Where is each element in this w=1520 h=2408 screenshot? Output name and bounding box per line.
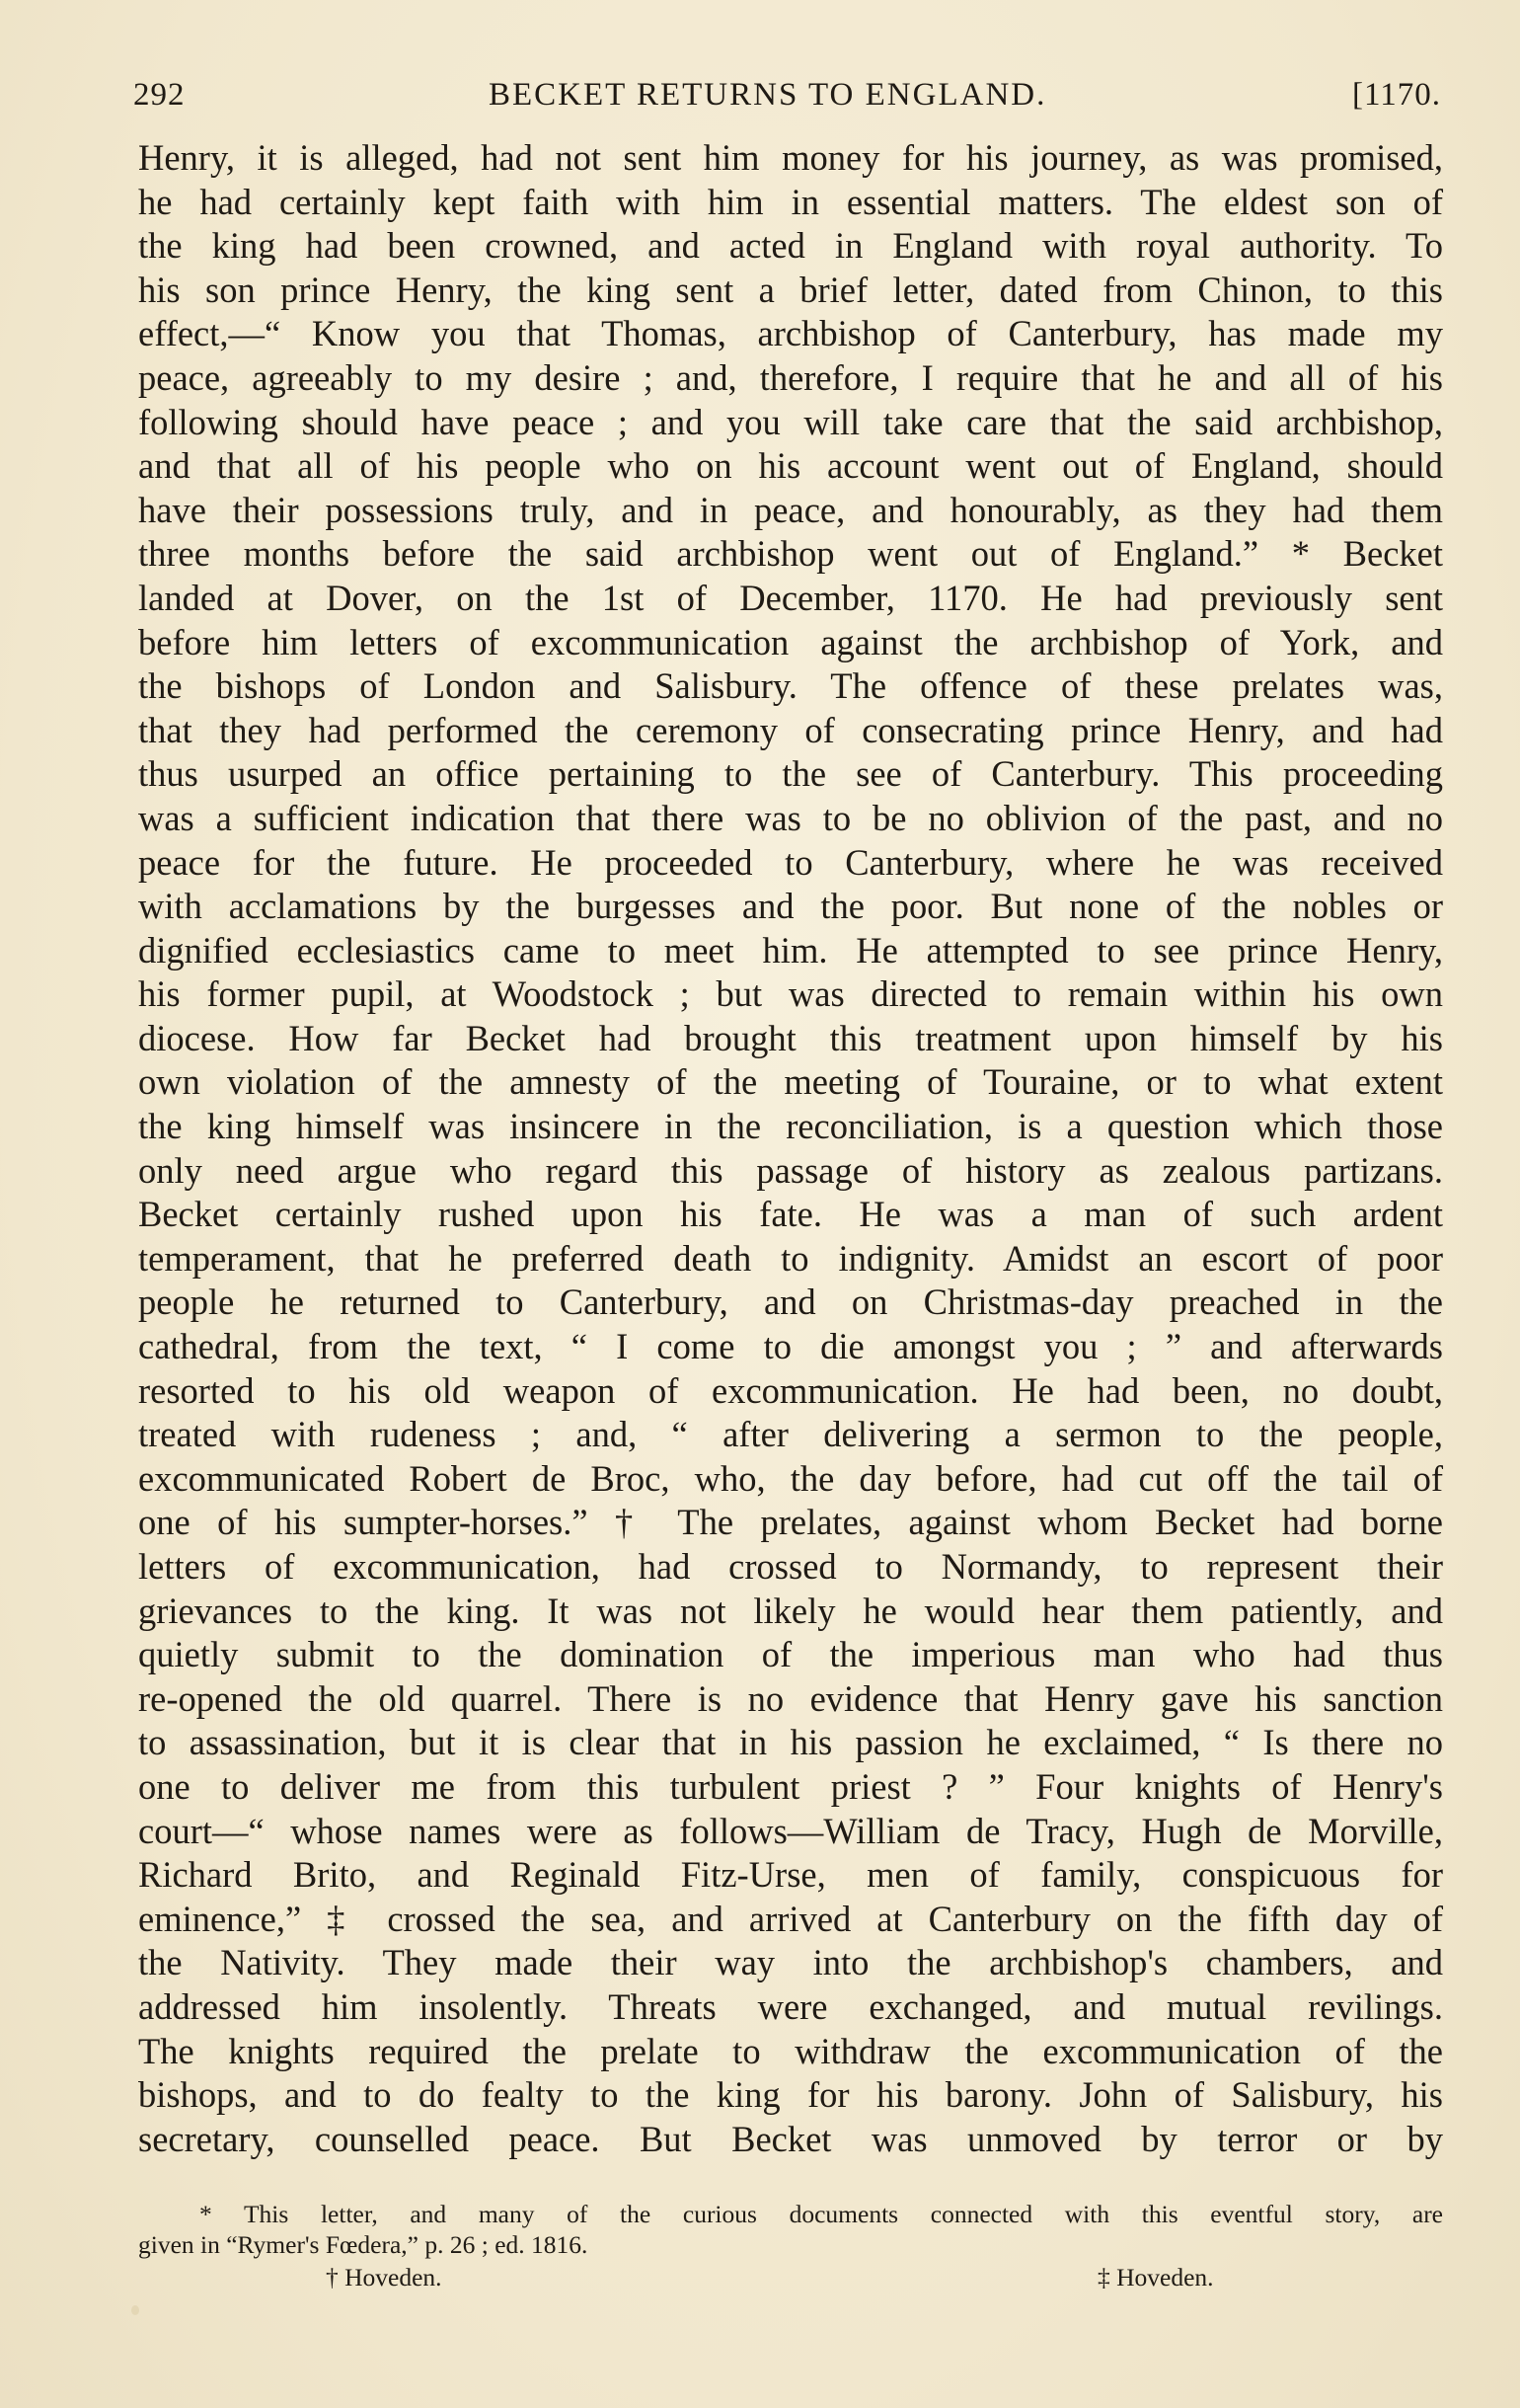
body-text (138, 136, 1443, 2161)
text-line: bishops, and to do fealty to the king for his barony. John of Salisbury, his (138, 2074, 1443, 2116)
text-line: The knights required the prelate to withdraw the excommunication of the (138, 2030, 1443, 2071)
text-line: with acclamations by the burgesses and the poor. But none of the nobles or (138, 886, 1443, 927)
text-line: only need argue who regard this passage of history as zealous partizans. (138, 1149, 1443, 1191)
text-line: his son prince Henry, the king sent a brief letter, dated from Chinon, to this (138, 269, 1443, 310)
text-line: his former pupil, at Woodstock ; but was directed to remain within his own (138, 973, 1443, 1015)
text-line: landed at Dover, on the 1st of December, 1170. He had previously sent (138, 577, 1443, 618)
footnote-first-line: * This letter, and many of the curious documents connected with this eventful story, are (199, 2200, 1443, 2228)
text-line: addressed him insolently. Threats were exchanged, and mutual revilings. (138, 1985, 1443, 2027)
page-number: 292 (133, 77, 186, 113)
text-line: before him letters of excommunication against the archbishop of York, and (138, 621, 1443, 662)
text-line: peace for the future. He proceeded to Canterbury, where he was received (138, 841, 1443, 883)
text-line: he had certainly kept faith with him in essential matters. The eldest son of (138, 181, 1443, 222)
text-line: own violation of the amnesty of the meeting of Touraine, or to what extent (138, 1061, 1443, 1103)
text-line: that they had performed the ceremony of consecrating prince Henry, and had (138, 709, 1443, 750)
text-line: court—“ whose names were as follows—William de Tracy, Hugh de Morville, (138, 1810, 1443, 1851)
text-line: treated with rudeness ; and, “ after delivering a sermon to the people, (138, 1414, 1443, 1455)
text-line: Richard Brito, and Reginald Fitz-Urse, men of family, conspicuous for (138, 1854, 1443, 1896)
text-line: diocese. How far Becket had brought this treatment upon himself by his (138, 1017, 1443, 1058)
paper-speck (131, 2305, 139, 2315)
footnote-second-line: given in “Rymer's Fœdera,” p. 26 ; ed. 1816. (138, 2230, 588, 2259)
text-line: the Nativity. They made their way into the archbishop's chambers, and (138, 1942, 1443, 1983)
footnote-citations (138, 2260, 1443, 2293)
page-header (133, 77, 1441, 126)
text-line: was a sufficient indication that there was to be no oblivion of the past, and no (138, 797, 1443, 838)
text-line: quietly submit to the domination of the imperious man who had thus (138, 1634, 1443, 1675)
text-line: grievances to the king. It was not likely he would hear them patiently, and (138, 1590, 1443, 1631)
text-line: one of his sumpter-horses.” † The prelates, against whom Becket had borne (138, 1502, 1443, 1543)
text-line: letters of excommunication, had crossed to Normandy, to represent their (138, 1546, 1443, 1587)
text-line: temperament, that he preferred death to indignity. Amidst an escort of poor (138, 1237, 1443, 1279)
footnotes (138, 2199, 1443, 2293)
text-line: three months before the said archbishop went out of England.” * Becket (138, 533, 1443, 575)
text-line: to assassination, but it is clear that in his passion he exclaimed, “ Is there no (138, 1722, 1443, 1763)
text-line: thus usurped an office pertaining to the see of Canterbury. This proceeding (138, 753, 1443, 795)
text-line: dignified ecclesiastics came to meet him. He attempted to see prince Henry, (138, 929, 1443, 971)
text-line: have their possessions truly, and in peace, and honourably, as they had them (138, 489, 1443, 530)
text-line: one to deliver me from this turbulent priest ? ” Four knights of Henry's (138, 1765, 1443, 1807)
text-line: people he returned to Canterbury, and on Christmas-day preached in the (138, 1282, 1443, 1323)
text-line: Becket certainly rushed upon his fate. He was a man of such ardent (138, 1194, 1443, 1235)
text-line: the king had been crowned, and acted in England with royal authority. To (138, 225, 1443, 267)
header-year: [1170. (1351, 77, 1441, 113)
running-title: BECKET RETURNS TO ENGLAND. (489, 77, 1047, 113)
text-line: re-opened the old quarrel. There is no evidence that Henry gave his sanction (138, 1677, 1443, 1719)
text-line: effect,—“ Know you that Thomas, archbishop of Canterbury, has made my (138, 313, 1443, 354)
text-line: cathedral, from the text, “ I come to die amongst you ; ” and afterwards (138, 1326, 1443, 1367)
text-line: secretary, counselled peace. But Becket was unmoved by terror or by (138, 2118, 1443, 2159)
text-line: excommunicated Robert de Broc, who, the day before, had cut off the tail of (138, 1457, 1443, 1499)
text-line: eminence,” ‡ crossed the sea, and arrived at Canterbury on the fifth day of (138, 1898, 1443, 1939)
text-line: resorted to his old weapon of excommunication. He had been, no doubt, (138, 1369, 1443, 1411)
footnote-dagger: † Hoveden. (326, 2263, 442, 2291)
text-line: Henry, it is alleged, had not sent him money for his journey, as was promised, (138, 137, 1443, 178)
text-line: the king himself was insincere in the reconciliation, is a question which those (138, 1106, 1443, 1147)
text-line: peace, agreeably to my desire ; and, therefore, I require that he and all of his (138, 356, 1443, 398)
text-line: the bishops of London and Salisbury. The offence of these prelates was, (138, 665, 1443, 707)
footnote-double-dagger: ‡ Hoveden. (1098, 2263, 1214, 2291)
text-line: and that all of his people who on his account went out of England, should (138, 445, 1443, 487)
text-line: following should have peace ; and you will take care that the said archbishop, (138, 401, 1443, 442)
